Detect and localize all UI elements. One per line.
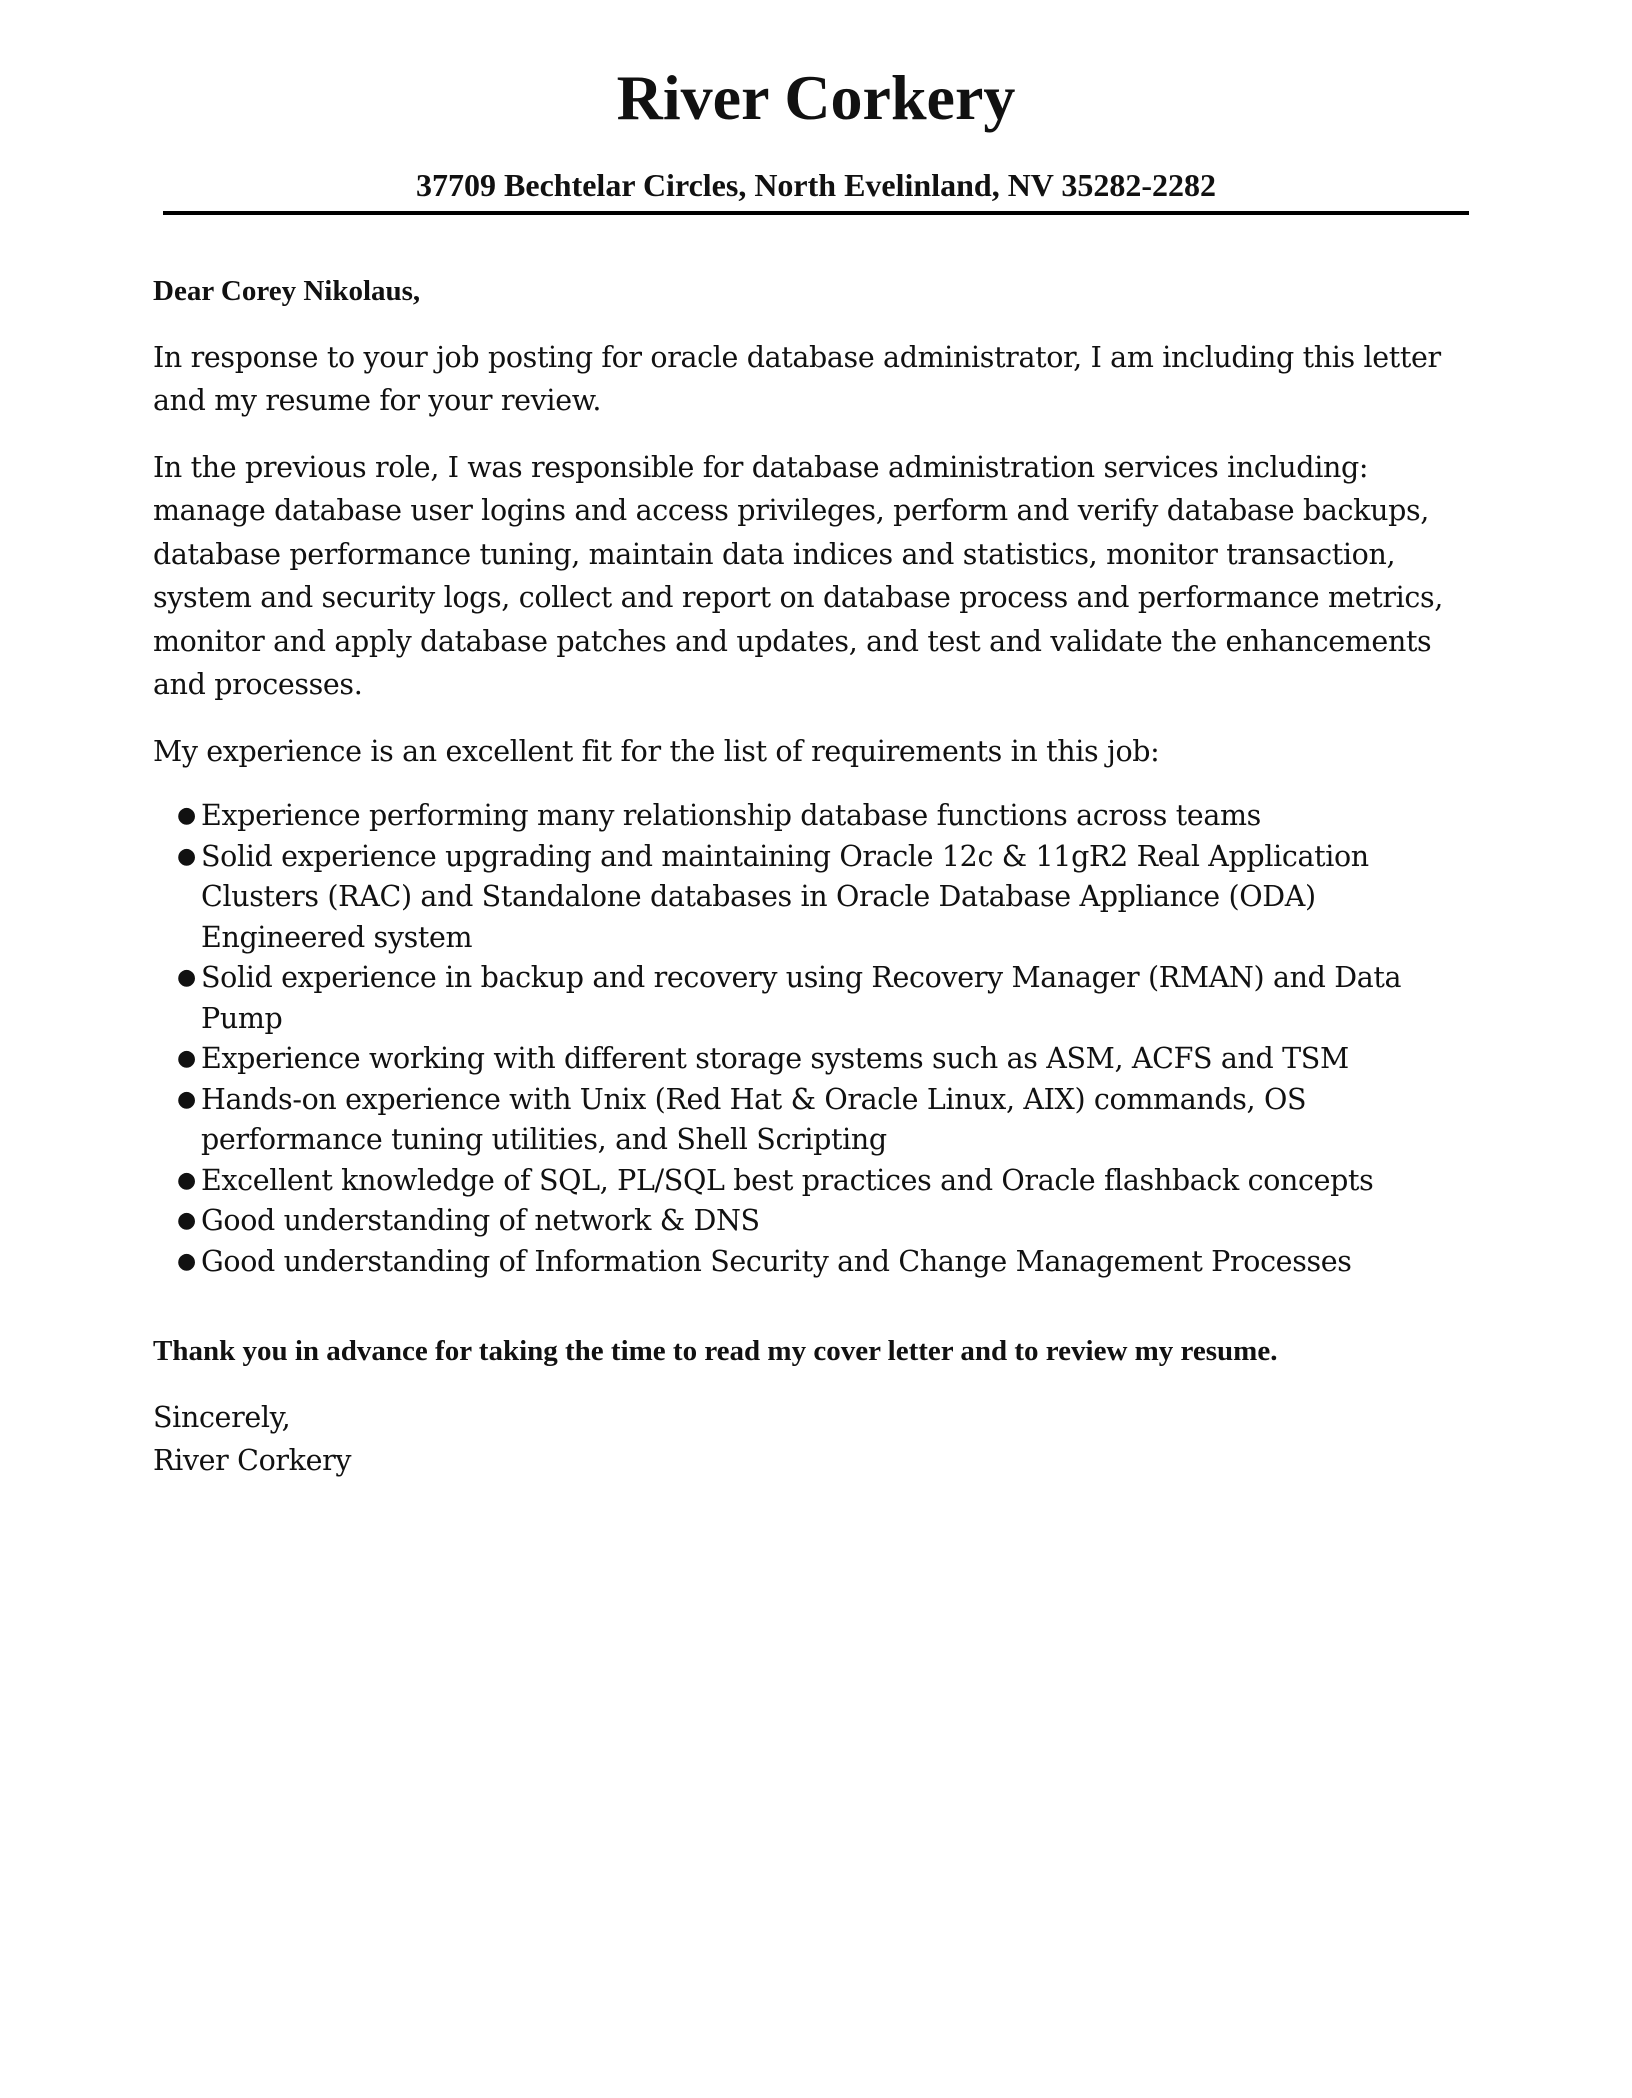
list-item — [153, 1080, 1473, 1161]
requirement-text: Hands-on experience with Unix (Red Hat & Oracle Linux, AIX) commands, OS performance tuning utilities, and Shell Scripting — [201, 1082, 1307, 1156]
paragraph-intro: In response to your job posting for oracle database administrator, I am including this letter and my resume for your review. — [153, 340, 1441, 417]
requirement-text: Solid experience upgrading and maintaining Oracle 12c & 11gR2 Real Application Clusters (RAC) and Standalone databases in Oracle Database Appliance (ODA) Engineered system — [201, 839, 1369, 954]
letter-body — [153, 270, 1473, 1483]
bullet-icon: ● — [177, 1046, 196, 1071]
bullet-icon: ● — [177, 1208, 196, 1233]
list-item — [153, 796, 1473, 837]
requirement-text: Good understanding of Information Security and Change Management Processes — [201, 1244, 1352, 1278]
bullet-icon: ● — [177, 1086, 196, 1112]
signoff: Sincerely, — [153, 1400, 291, 1434]
list-item — [153, 1039, 1473, 1080]
bullet-icon: ● — [177, 803, 196, 828]
closing-statement: Thank you in advance for taking the time to read my cover letter and to review my resume. — [153, 1335, 1278, 1367]
applicant-name: River Corkery — [616, 62, 1016, 133]
applicant-address: 37709 Bechtelar Circles, North Evelinland, NV 35282-2282 — [416, 167, 1216, 203]
bullet-icon: ● — [177, 843, 196, 869]
list-item — [153, 1161, 1473, 1202]
paragraph-fit: My experience is an excellent fit for the list of requirements in this job: — [153, 734, 1160, 768]
salutation: Dear Corey Nikolaus, — [153, 275, 421, 307]
list-item — [153, 1242, 1473, 1283]
paragraph-previous-role: In the previous role, I was responsible for database administration services including: manage database user logins and access privileges, perform and verify database backups, database performance tuning, maintain data indices and statistics, monitor transaction, system and security logs, collect and report on database process and performance metrics, monitor and apply database patches and updates, and test and validate the enhancements and processes. — [153, 450, 1443, 701]
requirement-text: Good understanding of network & DNS — [201, 1204, 760, 1237]
bullet-icon: ● — [177, 1167, 196, 1193]
requirement-text: Experience working with different storage systems such as ASM, ACFS and TSM — [201, 1042, 1349, 1075]
header-divider — [163, 211, 1469, 215]
list-item — [153, 837, 1473, 959]
list-item — [153, 958, 1473, 1039]
bullet-icon: ● — [177, 965, 196, 990]
bullet-icon: ● — [177, 1248, 196, 1274]
requirement-text: Experience performing many relationship database functions across teams — [201, 799, 1261, 832]
requirements-list — [153, 796, 1473, 1282]
requirement-text: Excellent knowledge of SQL, PL/SQL best practices and Oracle flashback concepts — [201, 1163, 1374, 1197]
signature-name: River Corkery — [153, 1444, 352, 1477]
requirement-text: Solid experience in backup and recovery using Recovery Manager (RMAN) and Data Pump — [201, 961, 1402, 1035]
list-item — [153, 1201, 1473, 1242]
